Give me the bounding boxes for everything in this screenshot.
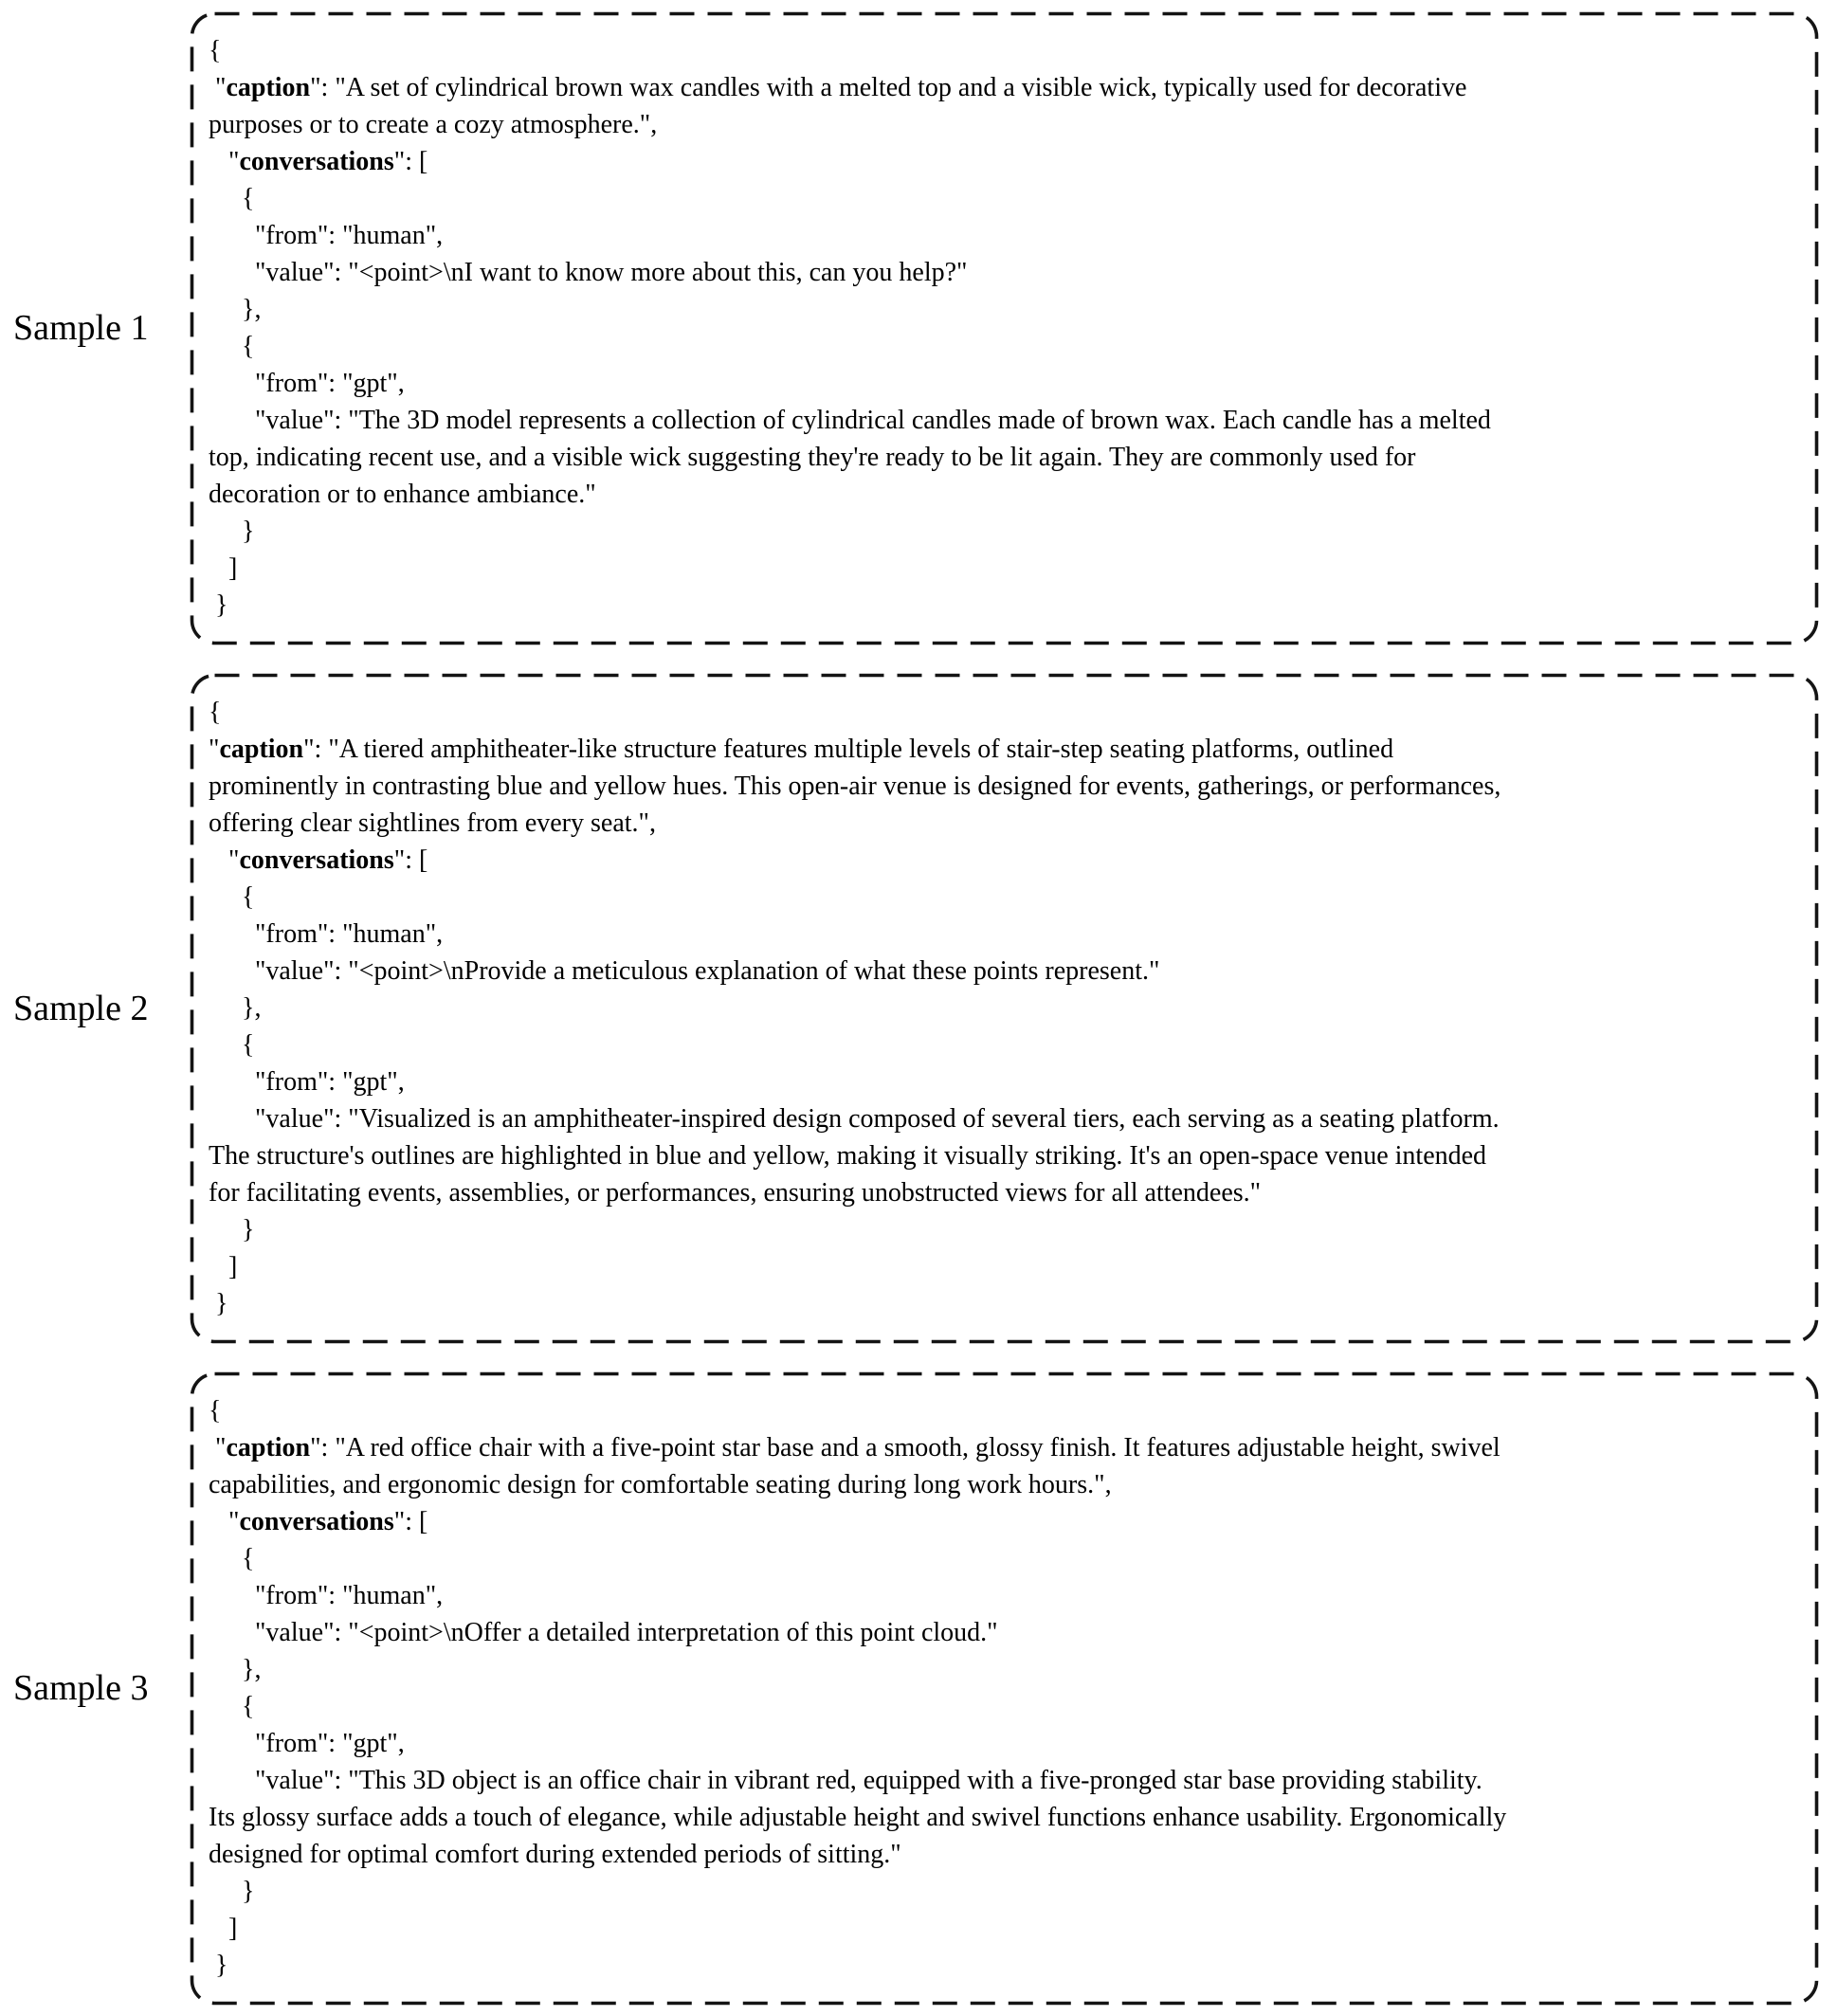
sample-1-label: Sample 1	[13, 308, 149, 349]
code-line: "conversations": [	[209, 845, 428, 875]
code-line: "from": "gpt",	[209, 1067, 405, 1097]
sample-3-box	[190, 1371, 1820, 2007]
sample-row-1	[9, 11, 1820, 646]
sample-2-box	[190, 673, 1820, 1345]
code-line: The structure's outlines are highlighted in blue and yellow, making it visually striking. It's an open-space venue intended	[209, 1141, 1487, 1171]
code-line: {	[209, 332, 255, 361]
sample-1-box	[190, 11, 1820, 646]
code-line: "from": "gpt",	[209, 1729, 405, 1758]
code-line: }	[209, 517, 255, 546]
sample-1-json-code	[209, 32, 1805, 624]
code-line: {	[209, 184, 255, 213]
sample-3-label: Sample 3	[13, 1668, 149, 1709]
code-line: capabilities, and ergonomic design for comfortable seating during long work hours.",	[209, 1470, 1112, 1499]
sample-3-json-code	[209, 1392, 1805, 1984]
code-line: {	[209, 1396, 222, 1426]
code-line: "conversations": [	[209, 147, 428, 176]
code-line: "caption": "A red office chair with a five-point star base and a smooth, glossy finish. It features adjustable height, swivel	[209, 1433, 1501, 1462]
code-line: "value": "<point>\nI want to know more about this, can you help?"	[209, 258, 968, 287]
sample-2-label: Sample 2	[13, 988, 149, 1028]
code-line: {	[209, 1030, 255, 1060]
code-line: }	[209, 1877, 255, 1906]
code-line: }	[209, 1215, 255, 1244]
code-line: "value": "This 3D object is an office chair in vibrant red, equipped with a five-pronged star base providing stability.	[209, 1766, 1482, 1795]
code-line: Its glossy surface adds a touch of elegance, while adjustable height and swivel functions enhance usability. Ergonomically	[209, 1803, 1507, 1832]
code-line: "conversations": [	[209, 1507, 428, 1536]
code-line: "value": "<point>\nOffer a detailed interpretation of this point cloud."	[209, 1618, 998, 1647]
code-line: "value": "Visualized is an amphitheater-inspired design composed of several tiers, each serving as a seating platform.	[209, 1104, 1500, 1134]
code-line: "from": "human",	[209, 221, 444, 250]
code-line: decoration or to enhance ambiance."	[209, 480, 596, 509]
code-line: {	[209, 1692, 255, 1721]
code-line: {	[209, 882, 255, 912]
code-line: offering clear sightlines from every seat.",	[209, 808, 656, 838]
code-line: ]	[209, 554, 238, 583]
code-line: "caption": "A tiered amphitheater-like structure features multiple levels of stair-step seating platforms, outlined	[209, 735, 1394, 764]
code-line: }	[209, 1289, 228, 1318]
code-line: {	[209, 698, 222, 727]
code-line: designed for optimal comfort during extended periods of sitting."	[209, 1840, 901, 1869]
sample-2-json-code	[209, 694, 1805, 1322]
code-line: }	[209, 1951, 228, 1980]
code-line: },	[209, 993, 262, 1023]
code-line: prominently in contrasting blue and yellow hues. This open-air venue is designed for events, gatherings, or performances,	[209, 772, 1501, 801]
code-line: }	[209, 590, 228, 620]
code-line: "from": "human",	[209, 919, 444, 949]
code-line: "caption": "A set of cylindrical brown wax candles with a melted top and a visible wick, typically used for decorative	[209, 73, 1467, 102]
code-line: {	[209, 36, 222, 65]
code-line: "value": "The 3D model represents a collection of cylindrical candles made of brown wax. Each candle has a melted	[209, 406, 1491, 435]
code-line: "from": "gpt",	[209, 369, 405, 398]
code-line: top, indicating recent use, and a visible wick suggesting they're ready to be lit again. They are commonly used for	[209, 443, 1416, 472]
code-line: ]	[209, 1252, 238, 1281]
code-line: ]	[209, 1914, 238, 1943]
sample-row-2	[9, 673, 1820, 1345]
code-line: "value": "<point>\nProvide a meticulous explanation of what these points represent."	[209, 956, 1160, 986]
code-line: },	[209, 1655, 262, 1684]
code-line: "from": "human",	[209, 1581, 444, 1610]
code-line: purposes or to create a cozy atmosphere.",	[209, 110, 658, 139]
code-line: {	[209, 1544, 255, 1573]
sample-row-3	[9, 1371, 1820, 2007]
code-line: for facilitating events, assemblies, or performances, ensuring unobstructed views for all attendees."	[209, 1178, 1262, 1208]
code-line: },	[209, 295, 262, 324]
